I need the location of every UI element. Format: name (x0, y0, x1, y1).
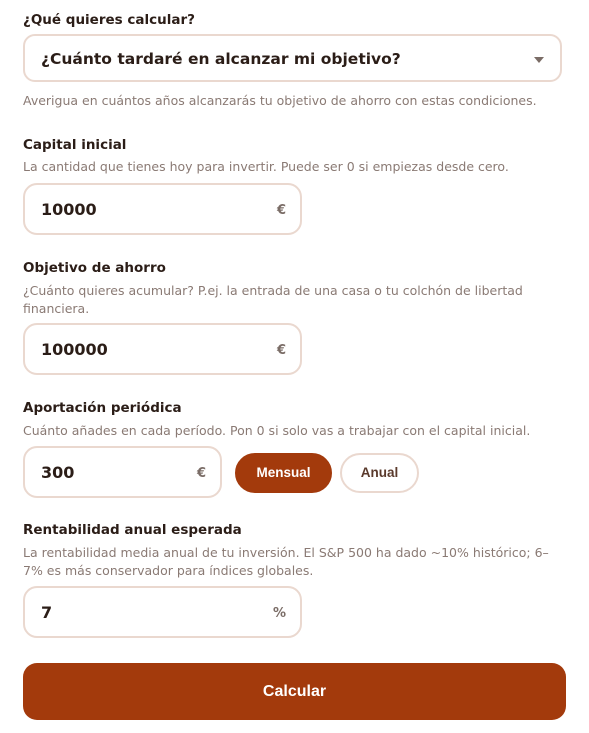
rentabilidad-value: 7 (41, 603, 53, 622)
capital-input[interactable] (23, 183, 302, 235)
euro-unit: € (276, 343, 286, 358)
objetivo-value: 100000 (41, 340, 108, 359)
calc-type-selected: ¿Cuánto tardaré en alcanzar mi objetivo? (41, 50, 401, 68)
euro-unit: € (276, 203, 286, 218)
calcular-button[interactable]: Calcular (23, 663, 566, 720)
calc-type-help: Averigua en cuántos años alcanzarás tu objetivo de ahorro con estas condiciones. (23, 93, 537, 108)
rentabilidad-help: La rentabilidad media anual de tu inversión. El S&P 500 ha dado ~10% histórico; 6–7% es más conservador para índices globales. (23, 545, 549, 578)
objetivo-help: ¿Cuánto quieres acumular? P.ej. la entrada de una casa o tu colchón de libertad financiera. (23, 283, 523, 316)
calc-type-label: ¿Qué quieres calcular? (23, 12, 195, 28)
aportacion-label: Aportación periódica (23, 400, 182, 416)
chevron-down-icon (534, 57, 544, 63)
capital-help: La cantidad que tienes hoy para invertir. Puede ser 0 si empiezas desde cero. (23, 159, 509, 174)
percent-unit: % (272, 606, 286, 621)
euro-unit: € (196, 466, 206, 481)
rentabilidad-input[interactable] (23, 586, 302, 638)
period-mensual-button[interactable]: Mensual (235, 453, 332, 493)
aportacion-value: 300 (41, 463, 75, 482)
capital-value: 10000 (41, 200, 97, 219)
aportacion-help: Cuánto añades en cada período. Pon 0 si solo vas a trabajar con el capital inicial. (23, 423, 531, 438)
objetivo-input[interactable] (23, 323, 302, 375)
calc-type-select[interactable] (23, 34, 562, 82)
objetivo-label: Objetivo de ahorro (23, 260, 166, 276)
capital-label: Capital inicial (23, 137, 127, 153)
rentabilidad-label: Rentabilidad anual esperada (23, 522, 242, 538)
aportacion-input[interactable] (23, 446, 222, 498)
period-anual-button[interactable]: Anual (340, 453, 419, 493)
